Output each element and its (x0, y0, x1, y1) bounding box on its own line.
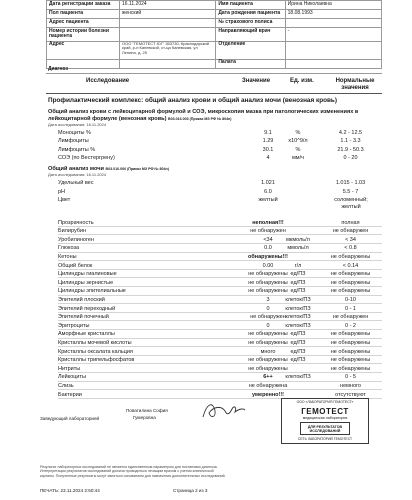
result-name: Цилиндры гиалиновые (58, 271, 117, 278)
result-row (58, 297, 382, 304)
result-name: Кристаллы оксалата кальция (58, 348, 133, 355)
result-norm: 1.015 - 1.03 (335, 180, 366, 186)
result-row (58, 147, 382, 154)
result-unit: ед/ПЗ (290, 357, 306, 364)
result-row (58, 366, 382, 373)
result-unit: клеток/ПЗ (285, 322, 311, 329)
patient-info-value (285, 41, 381, 59)
result-norm: < 0.8 (344, 245, 357, 252)
result-value: 0 (266, 305, 270, 312)
result-value: не обнаружен (250, 314, 286, 321)
patient-info-value: женский (120, 10, 216, 19)
complex-title: Профилактический комплекс: общий анализ крови и общий анализ мочи (венозная кровь) (48, 97, 337, 104)
result-value: умеренно!!! (251, 391, 285, 398)
result-name: Слизь (58, 382, 74, 389)
result-name: Общий белок (58, 262, 93, 269)
result-name: Моноциты % (58, 130, 91, 136)
result-name: Прозрачность (58, 219, 94, 226)
result-unit: ед/ПЗ (290, 339, 306, 346)
result-row (58, 237, 382, 244)
stamp-box-line-1: ДЛЯ РЕЗУЛЬТАТОВ (307, 424, 343, 429)
page-number: Страница 2 из 3 (173, 488, 208, 493)
result-name: Лейкоциты (58, 374, 86, 381)
result-norm: не обнаружены (330, 271, 371, 278)
result-value: не обнаружены (248, 339, 288, 346)
result-value: 6.0 (264, 188, 272, 195)
result-name: Уробилиноген (58, 236, 94, 243)
result-unit: ед/ПЗ (290, 348, 306, 355)
result-norm: < 0.14 (342, 262, 359, 269)
result-norm: 0-10 (344, 296, 356, 303)
patient-info-value (120, 28, 216, 42)
result-name: Цилиндры эпителиальные (58, 288, 126, 295)
stamp-top-text: ООО «ЛАБОРАТОРИЯ ГЕМОТЕСТ» (296, 400, 354, 404)
patient-info-table (46, 0, 382, 69)
cbc-order-code: B03.016.003 (Приказ МЗ РФ № 804н) (168, 117, 232, 121)
result-unit: ед/ПЗ (290, 331, 306, 338)
result-row (58, 130, 382, 137)
result-norm: не обнаружены (330, 253, 371, 260)
result-row (58, 180, 382, 187)
result-unit: ед/ПЗ (290, 271, 306, 278)
result-unit: г/л (294, 262, 302, 269)
result-name: Цилиндры зернистые (58, 279, 114, 286)
result-unit: % (295, 146, 301, 153)
patient-info-label: Дата рождения пациента (216, 10, 285, 19)
result-row (58, 306, 382, 313)
result-norm: 4.2 - 12.5 (338, 130, 363, 136)
patient-info-label: Палата (216, 59, 285, 68)
result-norm: не обнаружены (330, 331, 371, 338)
result-value: <34 (263, 236, 273, 243)
cbc-date: Дата исследования: 16.11.2024 (48, 122, 107, 127)
print-timestamp: ПЕЧАТЬ: 23.11.2024 2:50:44 (40, 488, 100, 493)
result-name: Кетоны (58, 253, 77, 260)
patient-info-label: Отделение (216, 41, 285, 59)
result-row (58, 288, 382, 295)
result-name: СОЭ (по Вестергрену) (58, 155, 115, 162)
patient-info-row (47, 28, 382, 42)
patient-info-value: 18.08.1993 (285, 10, 381, 19)
patient-info-value (120, 19, 216, 28)
result-value: не обнаружена (248, 382, 288, 389)
result-unit: ед/ПЗ (290, 288, 306, 295)
cbc-title-line-1: Общий анализ крови с лейкоцитарной формулой и СОЭ, микроскопия мазка при патологических изменениях в (48, 109, 359, 115)
result-value: 3 (266, 296, 270, 303)
result-value: 1.021 (261, 180, 275, 186)
result-norm: 1.1 - 3.3 (340, 138, 361, 145)
result-row (58, 189, 382, 196)
patient-info-label: Адрес (47, 41, 120, 59)
result-name: Кристаллы мочевой кислоты (58, 339, 132, 346)
result-unit: мкмоль/л (286, 236, 310, 243)
result-name: Кристаллы трипельфосфатов (58, 357, 135, 364)
result-name: Билирубин (58, 228, 87, 235)
result-row (58, 314, 382, 321)
result-row (58, 280, 382, 287)
result-value: 0 (266, 322, 270, 329)
stamp-bottom-text: СЕТЬ ЛАБОРАТОРИЙ ГЕМОТЕСТ (297, 437, 353, 441)
result-value: не обнаружены (248, 271, 288, 278)
result-unit: клеток/ПЗ (285, 314, 311, 321)
result-norm: немного (340, 382, 361, 389)
signer-name-2: Гумеровна (133, 415, 156, 420)
result-name: Аморфные кристаллы (58, 331, 115, 338)
cbc-title-text: лейкоцитарной формуле (венозная кровь) (48, 116, 167, 122)
result-row (58, 323, 382, 330)
signer-name-1: Поватилина София (126, 408, 168, 413)
patient-info-label: Номер истории болезни пациента (47, 28, 120, 42)
result-norm: 0 - 1 (344, 305, 356, 312)
result-name: Глюкоза (58, 245, 80, 252)
result-name: Эпителий плоский (58, 296, 105, 303)
patient-info-label: Направляющий врач (216, 28, 285, 42)
patient-info-row (47, 10, 382, 19)
result-value: не обнаружены (248, 365, 288, 372)
result-norm: не обнаружены (330, 279, 371, 286)
result-value: 9.1 (264, 130, 272, 136)
patient-info-row (47, 19, 382, 28)
result-norm: полная (341, 219, 360, 226)
signature-role: Заведующий лабораторией (40, 416, 100, 421)
result-norm: 0 - 2 (344, 322, 356, 329)
column-norm: Нормальные значения (335, 78, 375, 91)
result-value: не обнаружены (248, 279, 288, 286)
patient-info-label: Адрес пациента (47, 19, 120, 28)
disclaimer-line-1: Результат лабораторных исследований не является единственным параметром для постановки диагноза. (40, 465, 218, 469)
result-row (58, 357, 382, 364)
result-row (58, 374, 382, 381)
result-row (58, 220, 382, 227)
patient-info-label: № страхового полиса (216, 19, 285, 28)
stamp-box-line-2: ИССЛЕДОВАНИЙ (309, 428, 341, 433)
result-row (58, 383, 382, 390)
urine-date: Дата исследования: 16.11.2024 (48, 172, 107, 177)
result-value: не обнаружен (250, 228, 286, 235)
result-value: 4 (266, 155, 270, 162)
result-name: Лимфоциты % (58, 146, 96, 153)
result-norm: не обнаружены (330, 357, 371, 364)
urine-title-text: Общий анализ мочи (48, 166, 104, 172)
result-unit: мм/ч (292, 155, 304, 162)
diagnosis-label: Диагноз (46, 67, 382, 74)
result-row (58, 245, 382, 252)
result-value: желтый (258, 197, 278, 204)
column-value: Значение (242, 78, 271, 84)
result-norm: не обнаружены (330, 339, 371, 346)
patient-info-label: Пол пациента (47, 10, 120, 19)
stamp-sub: медицинская лаборатория (302, 416, 348, 420)
result-row (58, 349, 382, 356)
result-value: много (260, 348, 276, 355)
result-norm: отсутствуют (335, 391, 366, 398)
result-norm: не обнаружен (332, 314, 369, 321)
result-row (58, 271, 382, 278)
result-value: неполная!!! (252, 219, 284, 226)
result-value: 0.0 (264, 245, 272, 252)
result-name: Эритроциты (58, 322, 90, 329)
result-unit: ммоль/л (287, 245, 309, 252)
result-row (58, 331, 382, 338)
result-value: 30.1 (262, 146, 274, 153)
result-unit: клеток/ПЗ (285, 374, 311, 381)
result-name: Эпителий переходный (58, 305, 116, 312)
result-name: Цвет (58, 197, 71, 204)
result-norm: 0 - 5 (344, 374, 356, 381)
result-row (58, 228, 382, 235)
result-name: Удельный вес (58, 180, 94, 186)
patient-info-value: 16.11.2024 (120, 1, 216, 10)
result-row (58, 263, 382, 270)
result-value: 6++ (263, 374, 273, 381)
result-name: Нитриты (58, 365, 81, 372)
result-name: Бактерии (58, 391, 82, 398)
patient-info-label: Дата регистрации заказа (47, 1, 120, 10)
patient-info-value: - (285, 28, 381, 42)
result-name: pH (58, 188, 66, 195)
result-norm: 21.9 - 50.3 (337, 146, 364, 153)
result-norm: соломенный; желтый (334, 197, 368, 210)
result-value: 1.29 (262, 138, 274, 145)
result-unit: х10^9/л (288, 138, 308, 145)
lab-stamp (281, 398, 369, 444)
disclaimer-line-3: картины. Полученные результаты могут являться основанием для назначения дополнительных исследований. (40, 473, 226, 478)
result-unit: клеток/ПЗ (285, 305, 311, 312)
disclaimer-line-2: Интерпретация результатов исследований должна проводиться лечащим врачом с учетом клинической (40, 469, 214, 474)
result-norm: не обнаружены (330, 365, 371, 372)
patient-info-value (285, 19, 381, 28)
result-value: обнаружены!!! (248, 253, 288, 260)
result-row (58, 155, 382, 162)
signature-icon (199, 399, 247, 423)
patient-info-label: Имя пациента (216, 1, 285, 10)
result-norm: < 34 (345, 236, 356, 243)
result-norm: не обнаружены (330, 348, 371, 355)
patient-info-row (47, 41, 382, 59)
patient-info-value: Ирина Николаевна (285, 1, 381, 10)
result-norm: 0 - 20 (343, 155, 358, 162)
stamp-inner-box (300, 422, 350, 435)
result-unit: клеток/ПЗ (285, 296, 311, 303)
result-value: не обнаружены (248, 331, 288, 338)
result-row (58, 138, 382, 145)
patient-info-row (47, 1, 382, 10)
result-norm: 5.5 - 7 (342, 188, 359, 195)
column-header (46, 76, 382, 94)
result-row (58, 254, 382, 261)
result-value: 0.00 (262, 262, 274, 269)
result-unit: % (295, 130, 301, 136)
result-norm: не обнаружены (330, 288, 371, 295)
result-value: не обнаружены (248, 357, 288, 364)
result-row (58, 340, 382, 347)
column-unit: Ед. изм. (290, 78, 314, 84)
result-value: не обнаружены (248, 288, 288, 295)
result-norm: не обнаружен (332, 228, 369, 235)
result-name: Лимфоциты (58, 138, 89, 145)
stamp-brand: ГЕМОТЕСТ (301, 407, 349, 416)
result-name: Эпителий почечный (58, 314, 109, 321)
urine-order-code: B03.016.006 (Приказ МЗ РФ № 804н) (105, 167, 169, 171)
result-row (58, 197, 382, 217)
column-test: Исследование (86, 78, 130, 84)
result-unit: ед/ПЗ (290, 279, 306, 286)
disclaimer (40, 465, 226, 478)
patient-info-value: ООО "ГЕМОТЕСТ ЮГ" 353730, Краснодарский край, р-н Каневской, ст-ца Каневская, ул Ленина, д. 25 (120, 41, 216, 59)
